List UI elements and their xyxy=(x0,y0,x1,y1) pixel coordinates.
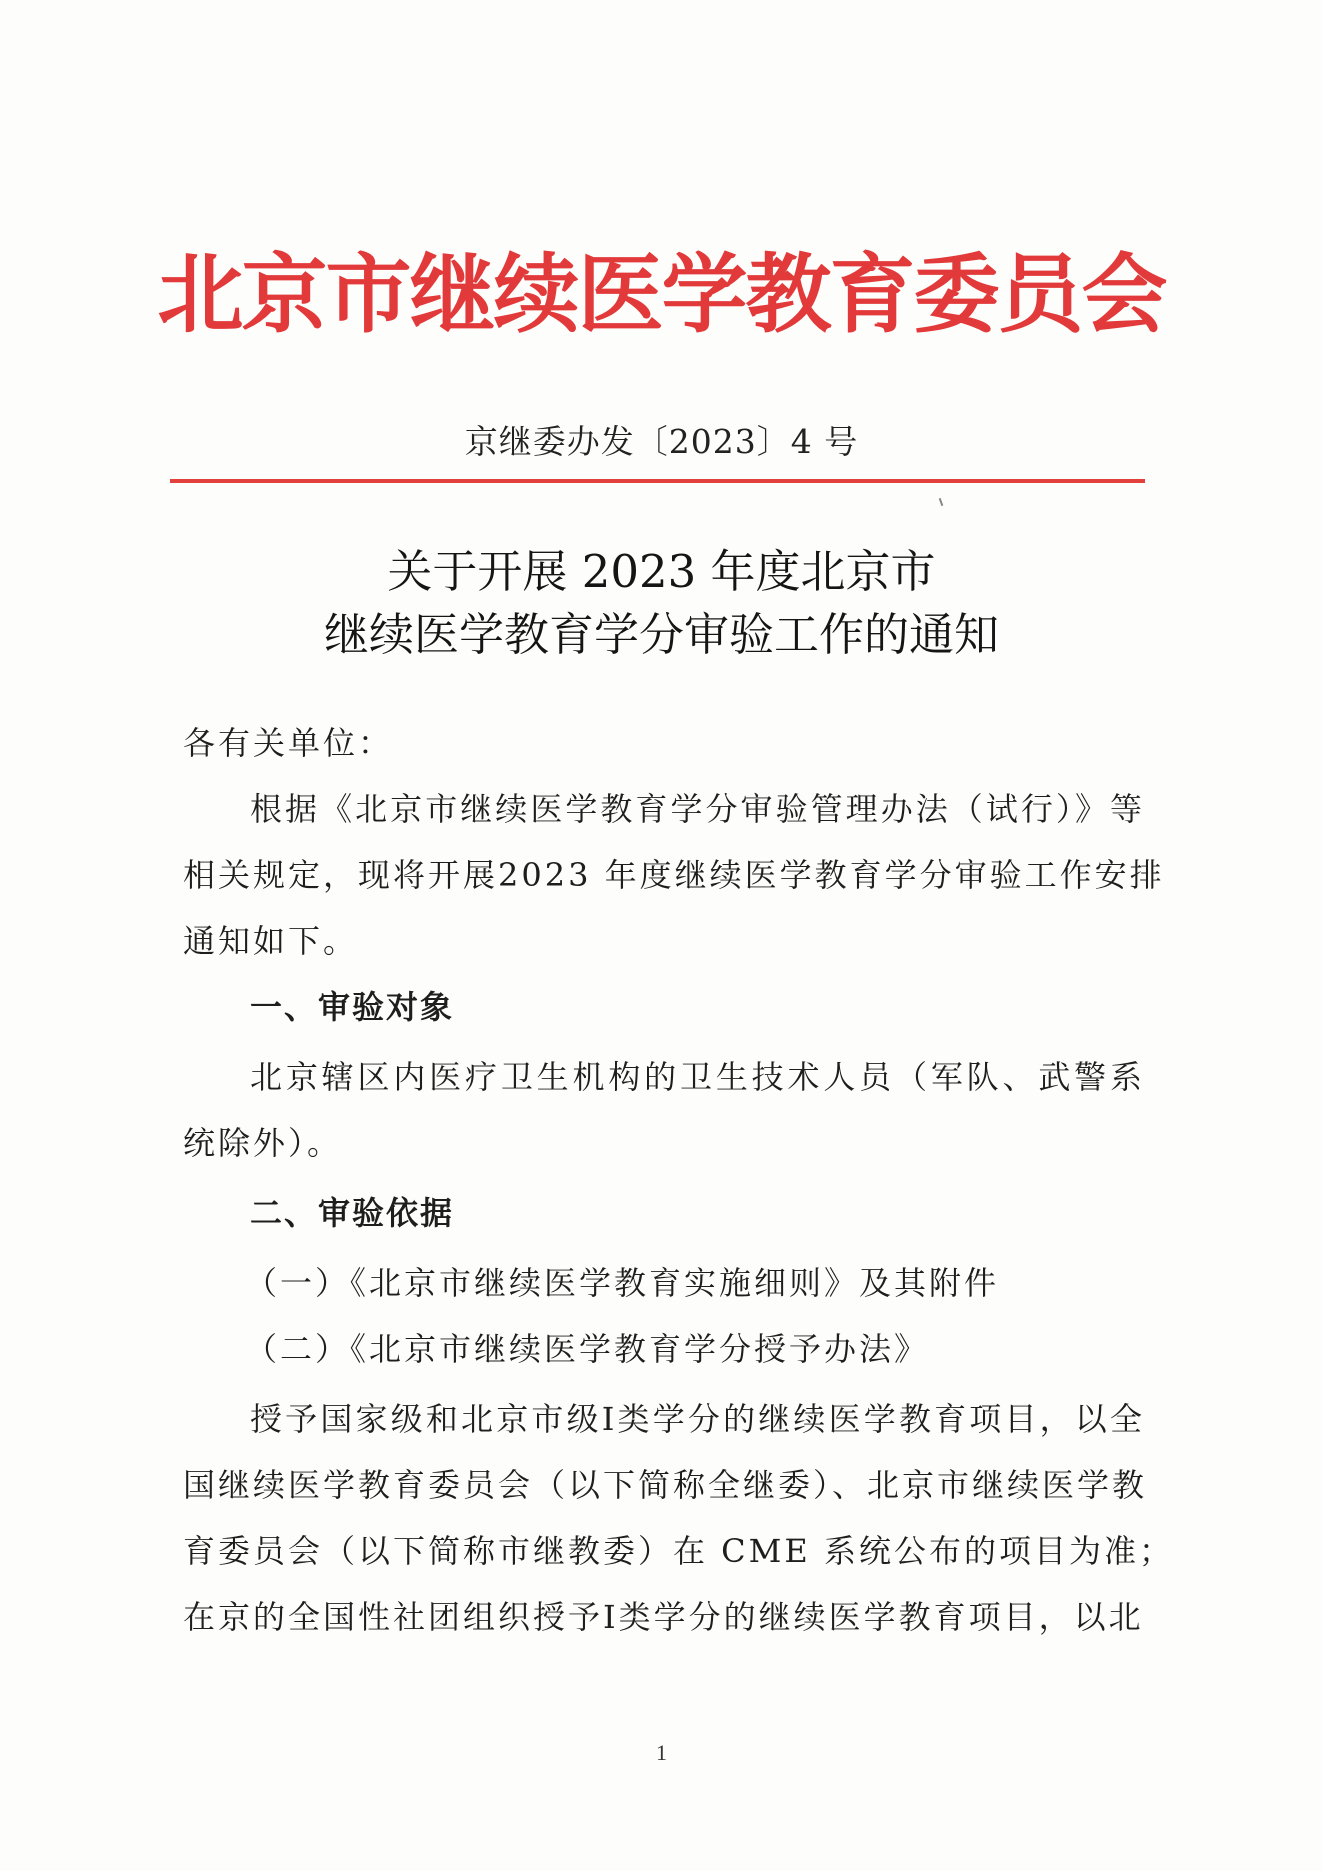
section-2-line-1: 授予国家级和北京市级Ⅰ类学分的继续医学教育项目，以全 xyxy=(250,1400,1145,1438)
document-number: 京继委办发〔2023〕4 号 xyxy=(464,422,859,461)
red-separator-line xyxy=(170,479,1145,483)
letterhead-title: 北京市继续医学教育委员会 xyxy=(157,244,1166,345)
section-2-line-3: 育委员会（以下简称市继教委）在 CME 系统公布的项目为准； xyxy=(183,1532,1174,1570)
scan-speck xyxy=(939,498,944,506)
section-2-line-2: 国继续医学教育委员会（以下简称全继委）、北京市继续医学教 xyxy=(183,1466,1148,1504)
page-number: 1 xyxy=(656,1740,667,1765)
section-2-item-1: （一）《北京市继续医学教育实施细则》及其附件 xyxy=(245,1264,1000,1302)
notice-title-line-2: 继续医学教育学分审验工作的通知 xyxy=(323,608,999,661)
section-1-line-2: 统除外）。 xyxy=(183,1124,343,1162)
section-2-item-2: （二）《北京市继续医学教育学分授予办法》 xyxy=(245,1330,930,1368)
salutation: 各有关单位： xyxy=(183,724,394,762)
intro-line-3: 通知如下。 xyxy=(183,922,359,960)
intro-line-1: 根据《北京市继续医学教育学分审验管理办法（试行）》等 xyxy=(250,790,1145,828)
section-2-line-4: 在京的全国性社团组织授予Ⅰ类学分的继续医学教育项目，以北 xyxy=(183,1598,1144,1636)
section-1-heading: 一、审验对象 xyxy=(250,988,455,1026)
section-1-line-1: 北京辖区内医疗卫生机构的卫生技术人员（军队、武警系 xyxy=(250,1058,1145,1096)
intro-line-2: 相关规定，现将开展2023 年度继续医学教育学分审验工作安排 xyxy=(183,856,1165,894)
section-2-heading: 二、审验依据 xyxy=(250,1194,455,1232)
notice-title-line-1: 关于开展 2023 年度北京市 xyxy=(387,545,936,598)
